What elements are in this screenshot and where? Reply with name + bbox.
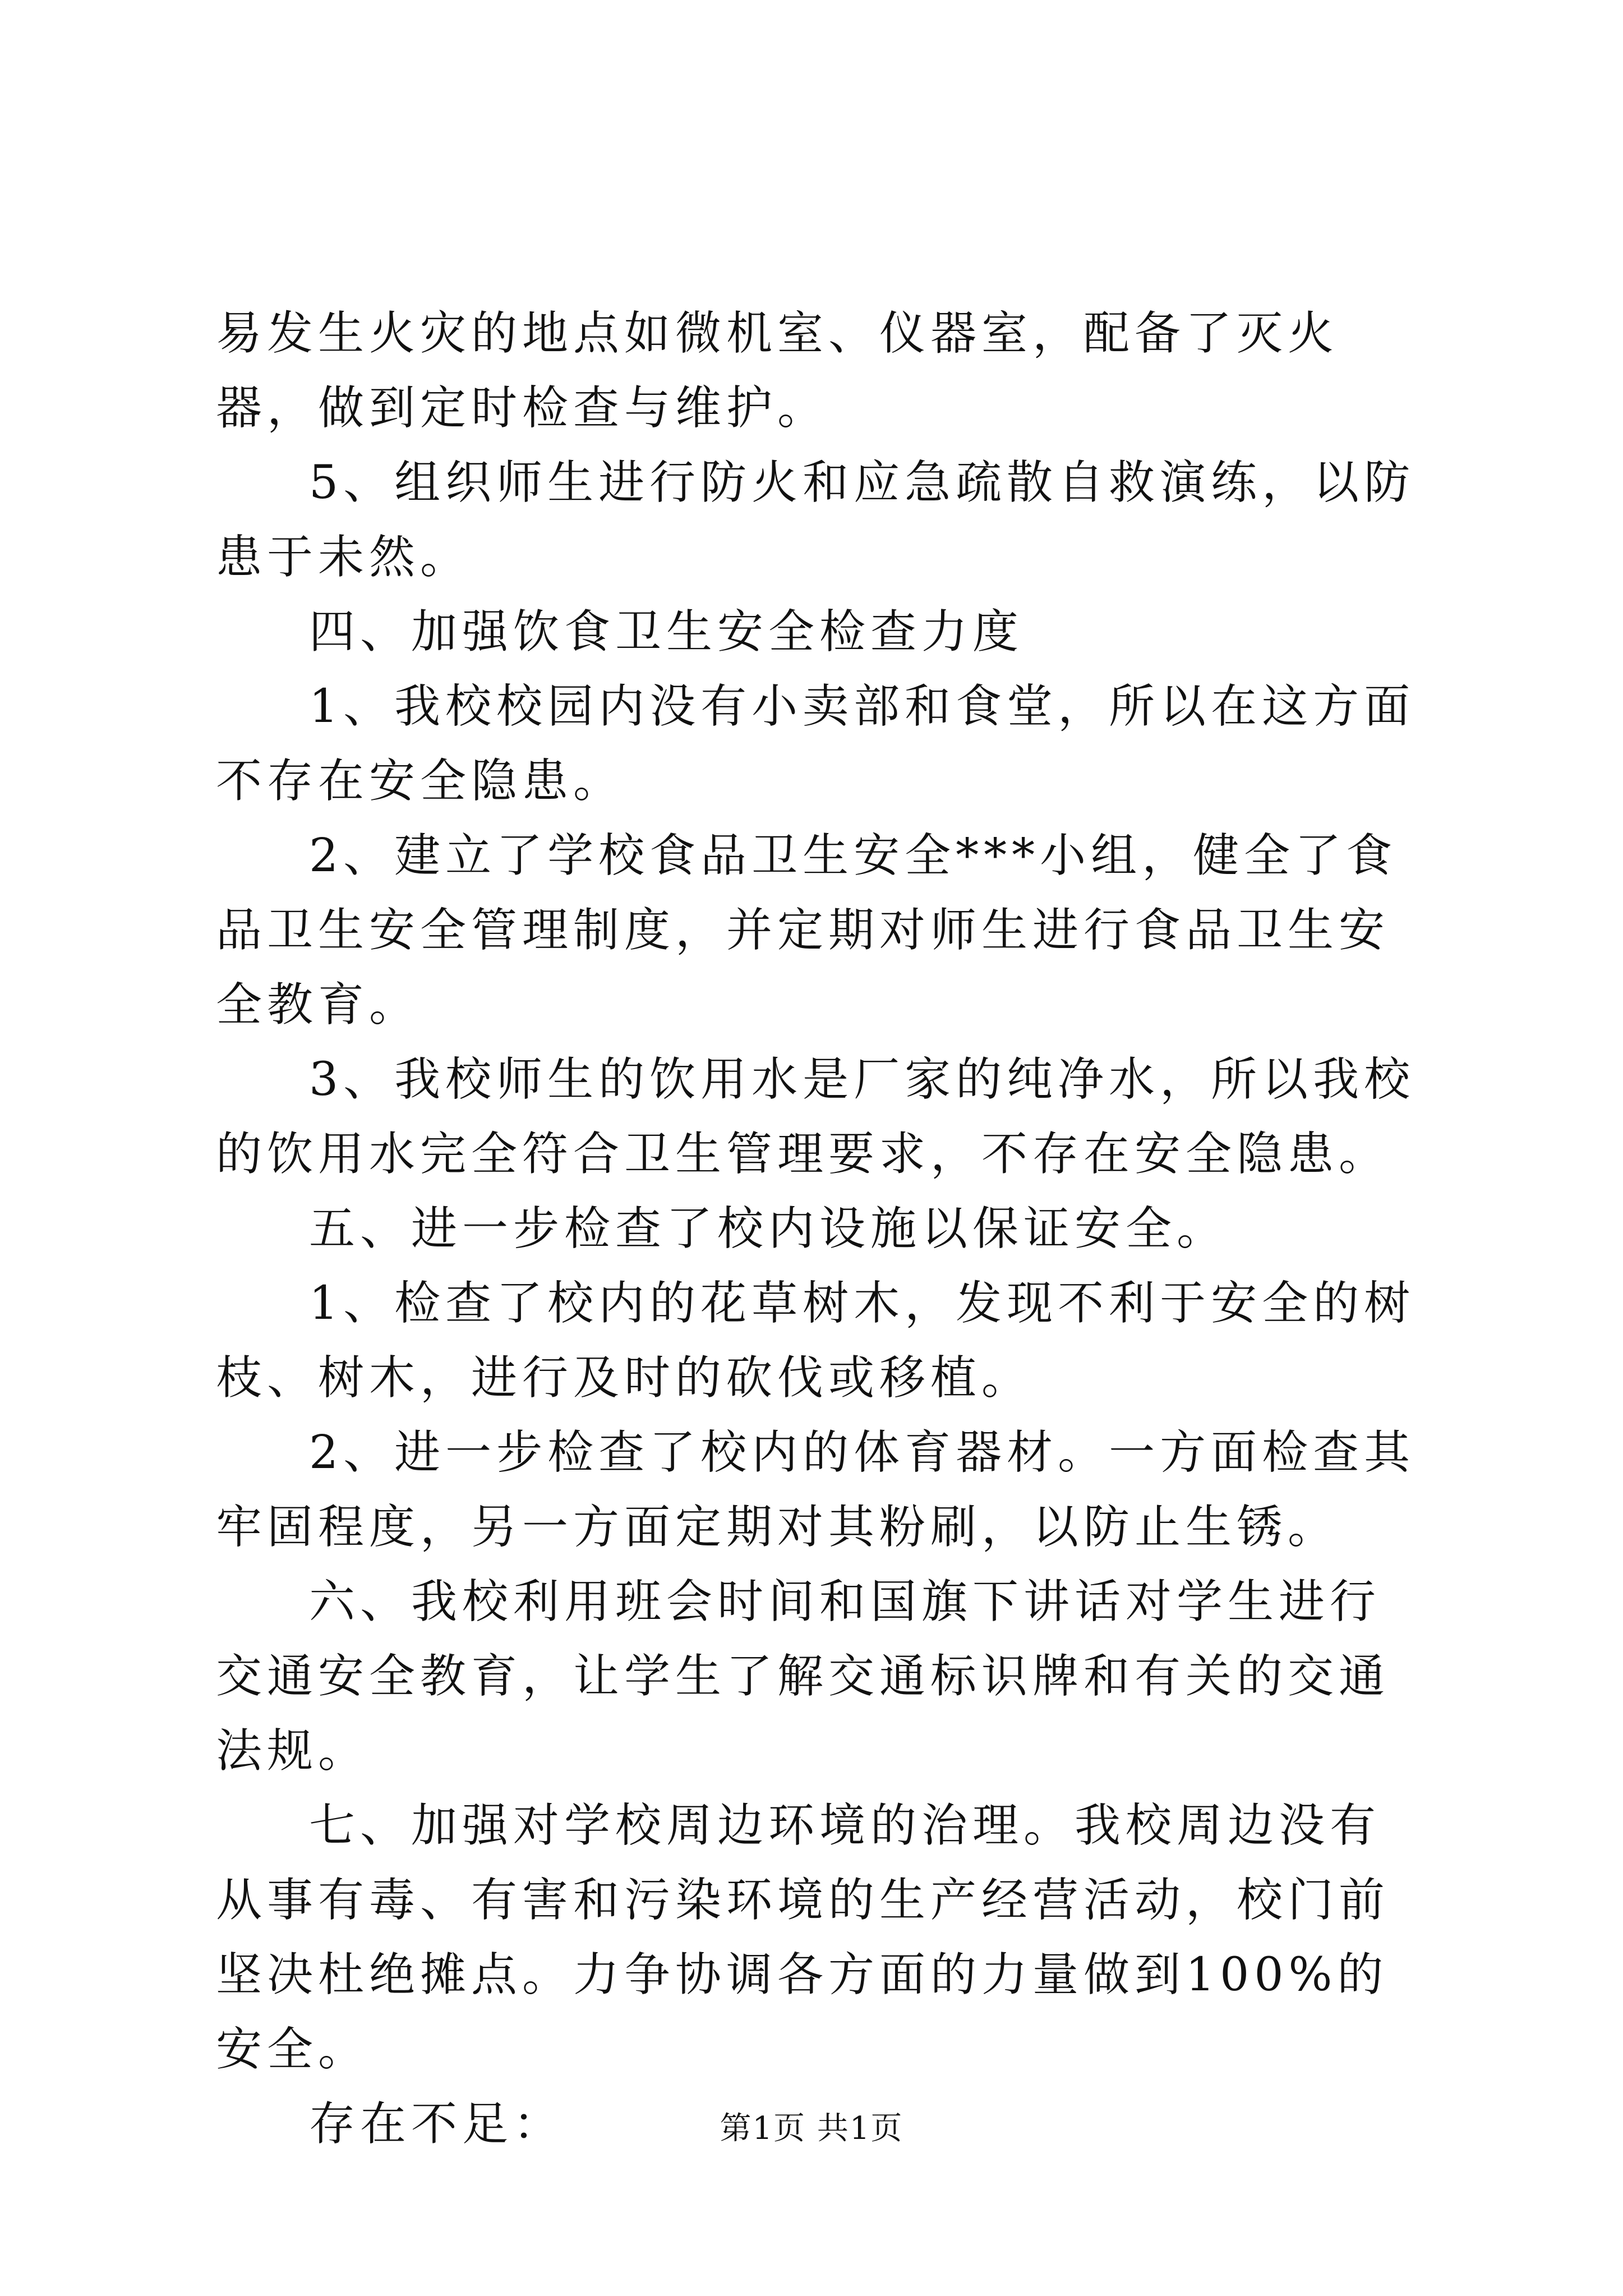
heading-food-safety: 四、加强饮食卫生安全检查力度	[309, 605, 1024, 659]
paragraph-fire-equipment-continued: 易发生火灾的地点如微机室、仪器室，配备了灭火器，做到定时检查与维护。	[216, 307, 1339, 435]
paragraph-drinking-water: 3、我校师生的饮用水是厂家的纯净水，所以我校的饮用水完全符合卫生管理要求，不存在安全隐患。	[216, 1053, 1415, 1181]
paragraph-trees-check: 1、检查了校内的花草树木，发现不利于安全的树枝、树木，进行及时的砍伐或移植。	[216, 1277, 1415, 1405]
paragraph-no-canteen: 1、我校校园内没有小卖部和食堂，所以在这方面不存在安全隐患。	[216, 680, 1415, 808]
paragraph-food-safety-group: 2、建立了学校食品卫生安全***小组，健全了食品卫生安全管理制度，并定期对师生进行食品卫生安全教育。	[216, 829, 1398, 1032]
paragraph-surrounding-environment: 七、加强对学校周边环境的治理。我校周边没有从事有毒、有害和污染环境的生产经营活动，校门前坚决杜绝摊点。力争协调各方面的力量做到100%的安全。	[216, 1799, 1390, 2076]
page-number-footer: 第1页 共1页	[720, 2110, 903, 2147]
document-body	[216, 296, 1427, 2161]
paragraph-traffic-education: 六、我校利用班会时间和国旗下讲话对学生进行交通安全教育，让学生了解交通标识牌和有关的交通法规。	[216, 1575, 1390, 1778]
paragraph-sports-equipment: 2、进一步检查了校内的体育器材。一方面检查其牢固程度，另一方面定期对其粉刷，以防止生锈。	[216, 1426, 1415, 1554]
heading-facility-check: 五、进一步检查了校内设施以保证安全。	[309, 1202, 1228, 1255]
paragraph-fire-drill: 5、组织师生进行防火和应急疏散自救演练，以防患于未然。	[216, 456, 1415, 584]
paragraph-shortcomings: 存在不足：	[309, 2097, 565, 2151]
